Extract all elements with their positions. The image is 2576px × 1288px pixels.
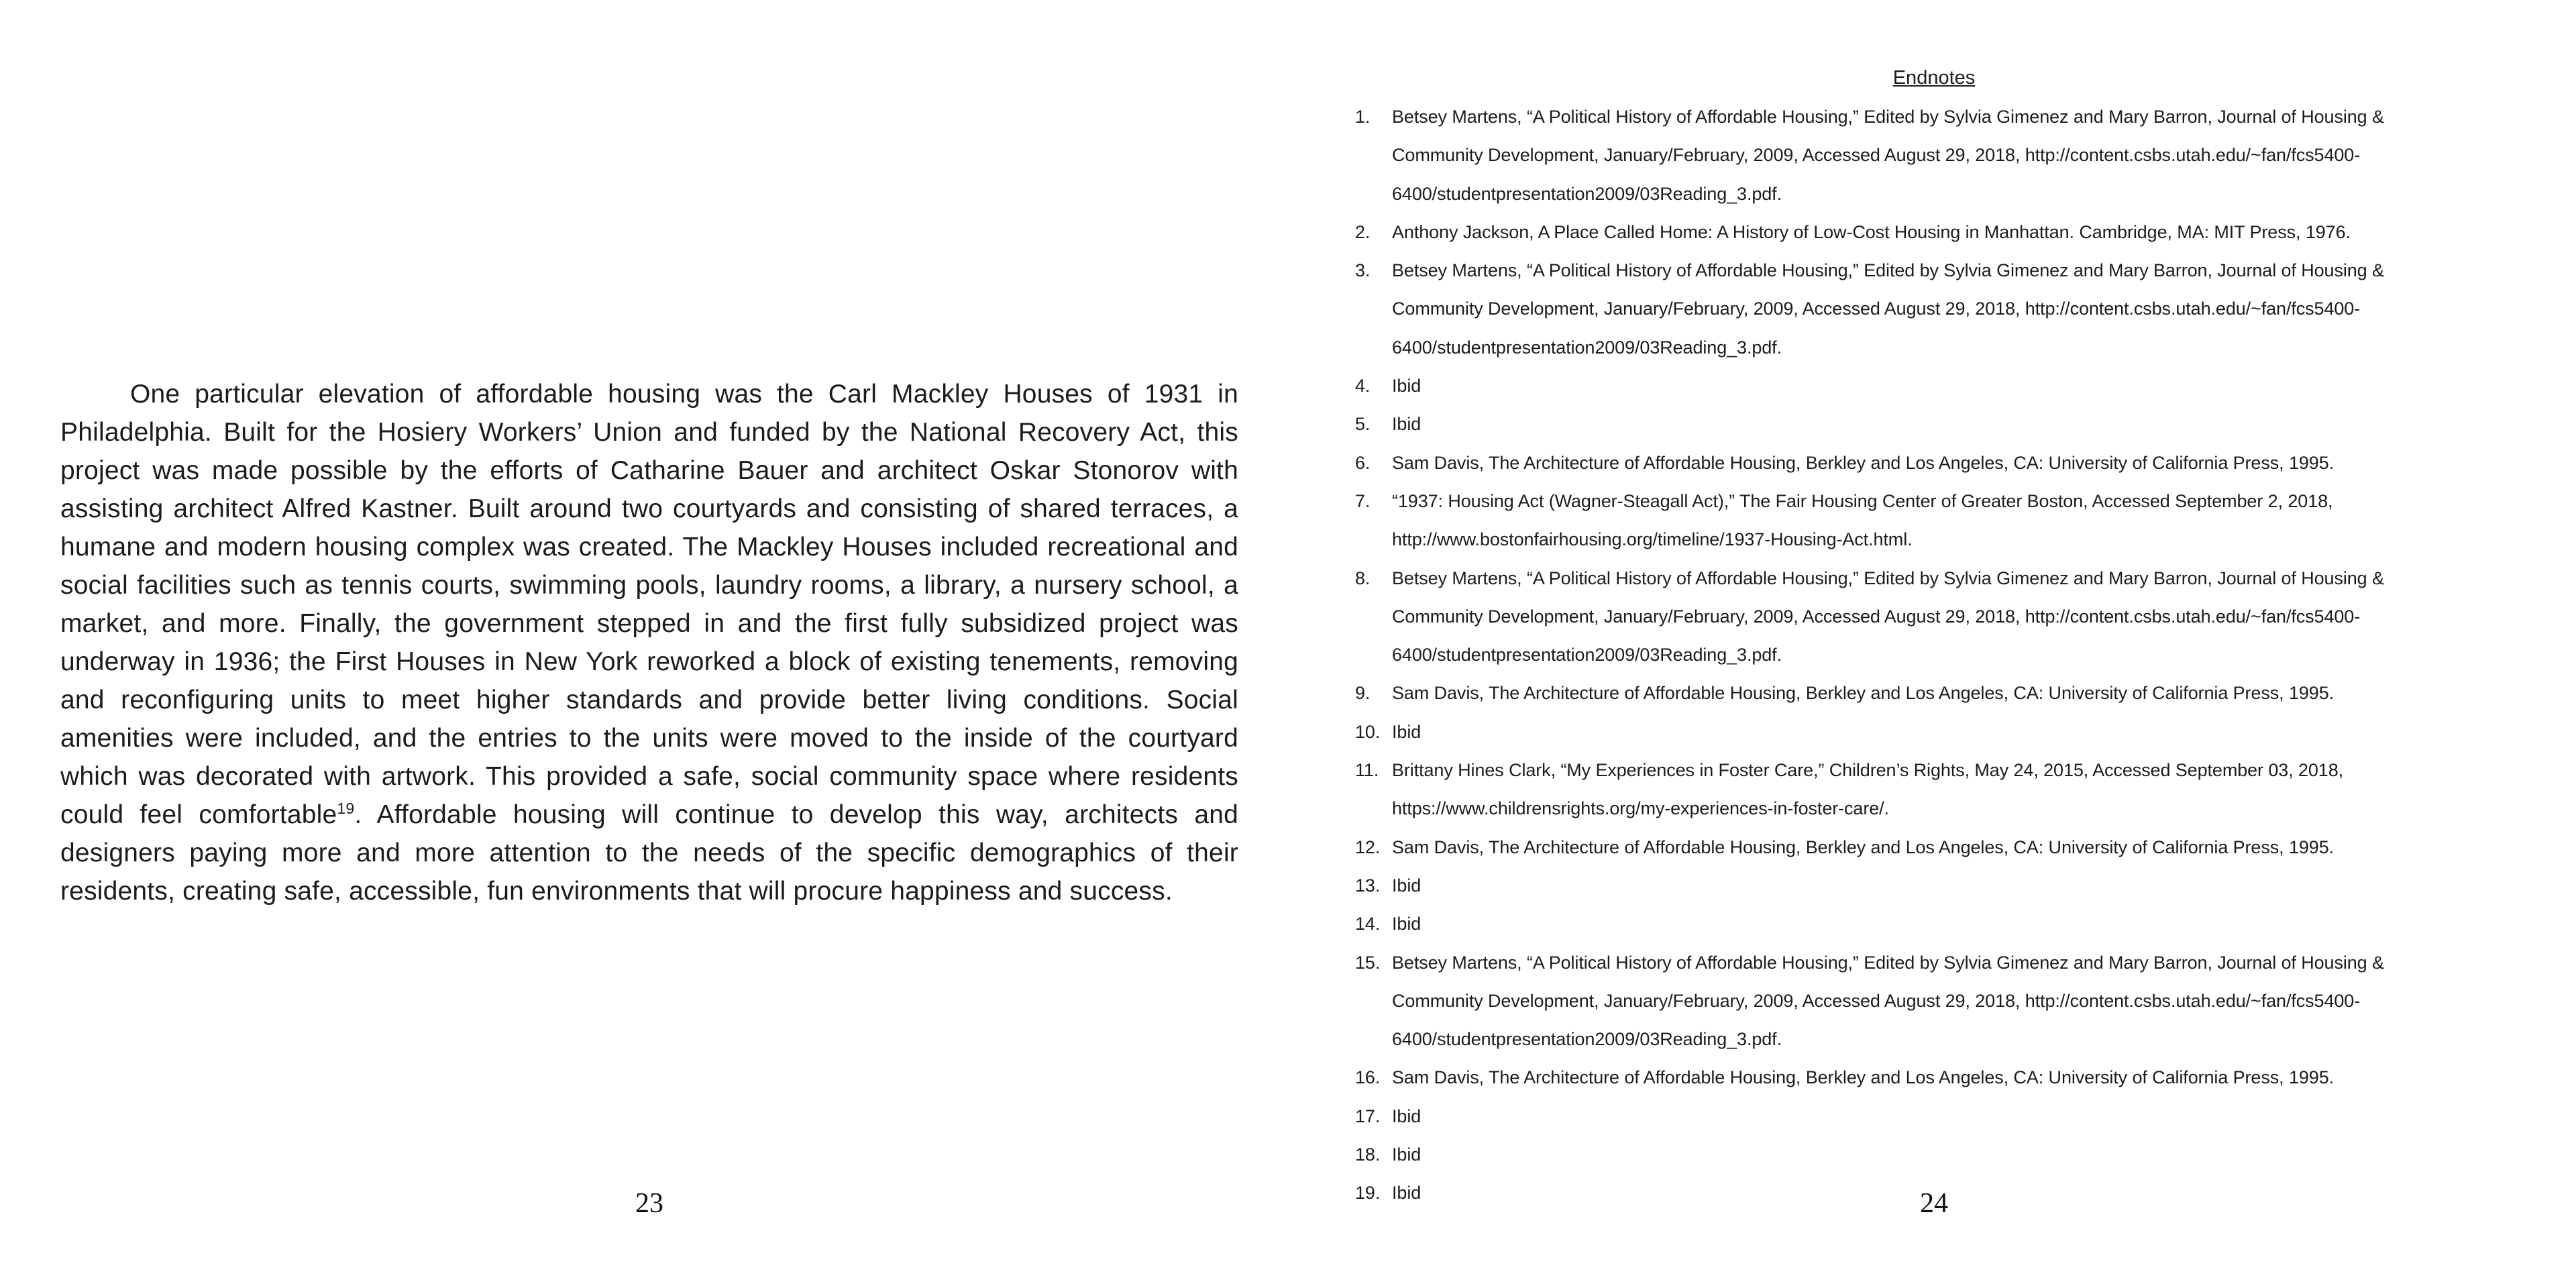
endnote-text: Betsey Martens, “A Political History of Affordable Housing,” Edited by Sylvia Gimenez and Mary Barron, Journal of Housing & Community Development, January/February, 2009, Accessed August 29, 2018, http://content.csbs.utah.edu/~fan/fcs5400-6400/studentpresentation2009/03Reading_3.pdf. <box>1392 952 2384 1050</box>
endnote-item <box>1355 751 2476 828</box>
endnote-text: Ibid <box>1392 721 1421 742</box>
endnote-number: 16. <box>1355 1067 1381 1088</box>
endnote-item <box>1355 405 2476 443</box>
endnote-number: 12. <box>1355 837 1381 857</box>
endnote-item <box>1355 1097 2476 1136</box>
endnote-text: Sam Davis, The Architecture of Affordable Housing, Berkley and Los Angeles, CA: University of California Press, 1995. <box>1392 837 2334 857</box>
endnote-number: 7. <box>1355 490 1371 511</box>
footnote-reference: 19 <box>337 800 355 817</box>
endnotes-list <box>1355 98 2476 1213</box>
endnote-item <box>1355 213 2476 252</box>
endnote-number: 15. <box>1355 952 1381 973</box>
endnote-item <box>1355 367 2476 405</box>
endnote-text: Anthony Jackson, A Place Called Home: A History of Low-Cost Housing in Manhattan. Cambridge, MA: MIT Press, 1976. <box>1392 221 2351 242</box>
endnote-number: 3. <box>1355 260 1371 281</box>
endnote-number: 2. <box>1355 221 1371 242</box>
endnote-text: Sam Davis, The Architecture of Affordable Housing, Berkley and Los Angeles, CA: University of California Press, 1995. <box>1392 1067 2334 1088</box>
endnote-text: Ibid <box>1392 1106 1421 1126</box>
endnote-number: 5. <box>1355 414 1371 435</box>
right-page <box>1288 0 2576 1288</box>
endnote-text: Ibid <box>1392 414 1421 435</box>
endnote-number: 19. <box>1355 1183 1381 1203</box>
endnote-number: 11. <box>1355 760 1379 781</box>
endnote-item <box>1355 98 2476 213</box>
endnote-item <box>1355 1136 2476 1174</box>
endnote-number: 9. <box>1355 683 1371 704</box>
endnote-text: Ibid <box>1392 1183 1421 1203</box>
endnote-text: Ibid <box>1392 1144 1421 1165</box>
endnote-item <box>1355 905 2476 943</box>
endnote-text: Sam Davis, The Architecture of Affordable Housing, Berkley and Los Angeles, CA: University of California Press, 1995. <box>1392 452 2334 473</box>
endnote-text: Betsey Martens, “A Political History of Affordable Housing,” Edited by Sylvia Gimenez and Mary Barron, Journal of Housing & Community Development, January/February, 2009, Accessed August 29, 2018, http://content.csbs.utah.edu/~fan/fcs5400-6400/studentpresentation2009/03Reading_3.pdf. <box>1392 107 2384 204</box>
endnote-item <box>1355 713 2476 751</box>
endnote-text: Ibid <box>1392 875 1421 896</box>
endnote-number: 10. <box>1355 721 1381 742</box>
endnote-text: Betsey Martens, “A Political History of Affordable Housing,” Edited by Sylvia Gimenez and Mary Barron, Journal of Housing & Community Development, January/February, 2009, Accessed August 29, 2018, http://content.csbs.utah.edu/~fan/fcs5400-6400/studentpresentation2009/03Reading_3.pdf. <box>1392 568 2384 665</box>
endnote-item <box>1355 867 2476 905</box>
endnote-item <box>1355 674 2476 712</box>
page-number-left: 23 <box>635 1188 663 1219</box>
endnote-item <box>1355 444 2476 482</box>
endnote-item <box>1355 559 2476 675</box>
endnote-number: 18. <box>1355 1144 1381 1165</box>
endnote-number: 13. <box>1355 875 1381 896</box>
paragraph-text-after-footnote: . Affordable housing will continue to develop this way, architects and designers paying more and more attention to the needs of the specific demographics of their residents, creating safe, accessible, fun environments that will procure happiness and success. <box>60 800 1238 906</box>
endnote-number: 17. <box>1355 1106 1381 1126</box>
endnote-item <box>1355 944 2476 1059</box>
page-number-right: 24 <box>1920 1188 1948 1219</box>
endnote-item <box>1355 252 2476 367</box>
endnote-text: Betsey Martens, “A Political History of Affordable Housing,” Edited by Sylvia Gimenez and Mary Barron, Journal of Housing & Community Development, January/February, 2009, Accessed August 29, 2018, http://content.csbs.utah.edu/~fan/fcs5400-6400/studentpresentation2009/03Reading_3.pdf. <box>1392 260 2384 358</box>
endnote-text: Sam Davis, The Architecture of Affordable Housing, Berkley and Los Angeles, CA: University of California Press, 1995. <box>1392 683 2334 704</box>
endnote-item <box>1355 828 2476 867</box>
endnote-item <box>1355 482 2476 559</box>
endnote-text: “1937: Housing Act (Wagner-Steagall Act),” The Fair Housing Center of Greater Boston, Accessed September 2, 2018, http://www.bostonfairhousing.org/timeline/1937-Housing-Act.html. <box>1392 490 2333 550</box>
endnote-number: 4. <box>1355 376 1371 396</box>
endnote-number: 14. <box>1355 914 1381 934</box>
endnote-text: Ibid <box>1392 914 1421 934</box>
endnotes-heading: Endnotes <box>1892 67 1976 89</box>
endnote-item <box>1355 1059 2476 1097</box>
endnote-number: 8. <box>1355 568 1371 588</box>
body-paragraph <box>60 375 1238 910</box>
endnote-text: Ibid <box>1392 376 1421 396</box>
paragraph-text-before-footnote: One particular elevation of affordable housing was the Carl Mackley Houses of 1931 in Philadelphia. Built for the Hosiery Workers’ Union and funded by the National Recovery Act, this project was made possible by the efforts of Catharine Bauer and architect Oskar Stonorov with assisting architect Alfred Kastner. Built around two courtyards and consisting of shared terraces, a humane and modern housing complex was created. The Mackley Houses included recreational and social facilities such as tennis courts, swimming pools, laundry rooms, a library, a nursery school, a market, and more. Finally, the government stepped in and the first fully subsidized project was underway in 1936; the First Houses in New York reworked a block of existing tenements, removing and reconfiguring units to meet higher standards and provide better living conditions. Social amenities were included, and the entries to the units were moved to the inside of the courtyard which was decorated with artwork. This provided a safe, social community space where residents could feel comfortable <box>60 380 1238 829</box>
endnote-number: 6. <box>1355 452 1371 473</box>
endnote-number: 1. <box>1355 107 1371 127</box>
endnote-text: Brittany Hines Clark, “My Experiences in Foster Care,” Children’s Rights, May 24, 2015, Accessed September 03, 2018, https://www.childrensrights.org/my-experiences-in-foster-care/. <box>1392 760 2344 819</box>
